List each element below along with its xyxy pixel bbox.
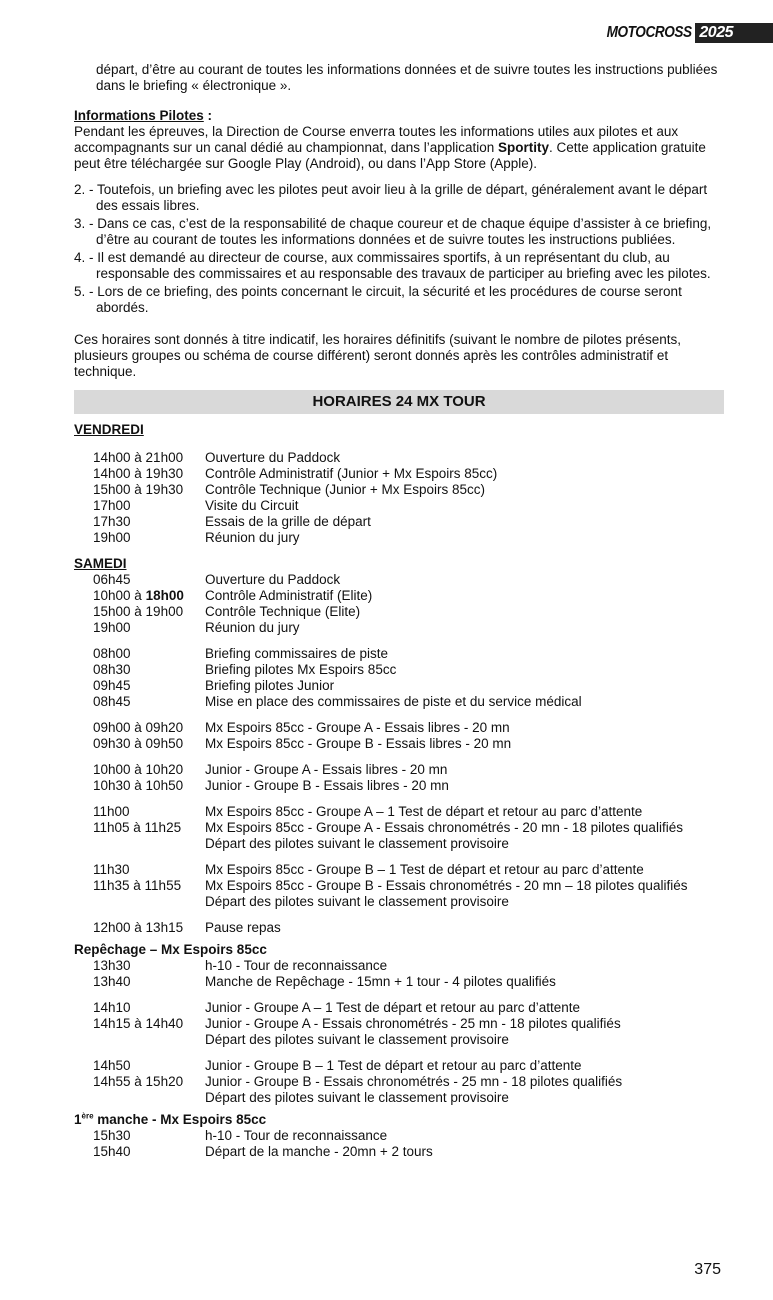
page-number: 375: [694, 1261, 721, 1278]
schedule-row: 11h30 Mx Espoirs 85cc - Groupe B – 1 Test de départ et retour au parc d’attente: [93, 862, 644, 877]
running-header: [591, 23, 773, 43]
schedule-row: 09h00 à 09h20 Mx Espoirs 85cc - Groupe A - Essais libres - 20 mn: [93, 720, 510, 735]
first-heat-heading: 1ère manche - Mx Espoirs 85cc: [74, 1111, 267, 1127]
pilot-info-heading: [74, 108, 724, 124]
repechage-heading: Repêchage – Mx Espoirs 85cc: [74, 942, 267, 957]
repechage-group-3: [74, 1058, 724, 1106]
saturday-group-5: [74, 804, 724, 852]
saturday-group-7: [74, 920, 724, 936]
schedule-row: 15h00 à 19h30 Contrôle Technique (Junior + Mx Espoirs 85cc): [93, 482, 486, 497]
repechage-group-1: [74, 958, 724, 990]
schedule-row: 15h40 Départ de la manche - 20mn + 2 tours: [93, 1144, 433, 1159]
first-heat-group: [74, 1128, 724, 1160]
schedule-row: 14h10 Junior - Groupe A – 1 Test de départ et retour au parc d’attente: [93, 1000, 580, 1015]
rule-item: 3. - Dans ce cas, c’est de la responsabilité de chaque coureur et de chaque équipe d’assister à ce briefing, d’être au courant de toutes les informations données et de suivre toutes les instructions publiées.: [74, 216, 712, 247]
header-title: MOTOCROSS: [606, 24, 693, 41]
schedule-row: 08h45 Mise en place des commissaires de piste et du service médical: [93, 694, 582, 709]
schedule-row: Départ des pilotes suivant le classement provisoire: [205, 1090, 509, 1105]
schedule-row: 06h45 Ouverture du Paddock: [93, 572, 341, 587]
schedule-row: 12h00 à 13h15 Pause repas: [93, 920, 281, 935]
schedule-row: 19h00 Réunion du jury: [93, 530, 300, 545]
schedule-row: 19h00 Réunion du jury: [93, 620, 300, 635]
day-friday: VENDREDI: [74, 422, 144, 437]
schedule-row: 14h50 Junior - Groupe B – 1 Test de départ et retour au parc d’attente: [93, 1058, 582, 1073]
rule-item: 5. - Lors de ce briefing, des points concernant le circuit, la sécurité et les procédures de course seront abordés.: [74, 284, 682, 315]
schedule-row: 10h00 à 18h00 Contrôle Administratif (Elite): [93, 588, 373, 603]
app-name: Sportity: [498, 140, 550, 155]
schedule-row: 08h00 Briefing commissaires de piste: [93, 646, 389, 661]
saturday-group-1: [74, 572, 724, 636]
pilot-info-title: Informations Pilotes: [74, 108, 204, 123]
schedule-row: 11h00 Mx Espoirs 85cc - Groupe A – 1 Test de départ et retour au parc d’attente: [93, 804, 643, 819]
schedule-row: 10h30 à 10h50 Junior - Groupe B - Essais libres - 20 mn: [93, 778, 449, 793]
schedule-row: 15h30 h-10 - Tour de reconnaissance: [93, 1128, 388, 1143]
rule-item: 2. - Toutefois, un briefing avec les pilotes peut avoir lieu à la grille de départ, généralement avant le départ des essais libres.: [74, 182, 708, 213]
schedule-disclaimer: Ces horaires sont donnés à titre indicatif, les horaires définitifs (suivant le nombre de pilotes présents, plusieurs groupes ou schéma de course différent) seront donnés après les contrôles administratif et technique.: [74, 332, 682, 379]
schedule-row: Départ des pilotes suivant le classement provisoire: [205, 1032, 509, 1047]
schedule-row: 17h00 Visite du Circuit: [93, 498, 299, 513]
page-content: [74, 62, 724, 1170]
schedule-row: 15h00 à 19h00 Contrôle Technique (Elite): [93, 604, 361, 619]
schedule-row: 17h30 Essais de la grille de départ: [93, 514, 371, 529]
header-year: 2025: [695, 23, 773, 43]
section-title: HORAIRES 24 MX TOUR: [74, 390, 724, 414]
saturday-group-4: [74, 762, 724, 794]
schedule-row: 14h15 à 14h40 Junior - Groupe A - Essais chronométrés - 25 mn - 18 pilotes qualifiés: [93, 1016, 621, 1031]
schedule-row: 10h00 à 10h20 Junior - Groupe A - Essais libres - 20 mn: [93, 762, 448, 777]
pilot-info-text-1: Pendant les épreuves, la Direction de Course enverra toutes les informations utiles aux pilotes et aux accompagnants sur un canal dédié au championnat, dans l’application: [74, 124, 679, 155]
day-saturday: SAMEDI: [74, 556, 127, 571]
schedule-row: 09h45 Briefing pilotes Junior: [93, 678, 335, 693]
saturday-group-2: [74, 646, 724, 710]
schedule-row: 14h00 à 19h30 Contrôle Administratif (Junior + Mx Espoirs 85cc): [93, 466, 498, 481]
pilot-info-paragraph: [74, 124, 724, 172]
schedule-row: 11h35 à 11h55 Mx Espoirs 85cc - Groupe B - Essais chronométrés - 20 mn – 18 pilotes qualifiés: [93, 878, 688, 893]
friday-schedule: [74, 450, 724, 546]
intro-tail-paragraph: départ, d’être au courant de toutes les informations données et de suivre toutes les instructions publiées dans le briefing « électronique ».: [96, 62, 718, 93]
rules-list: [74, 182, 724, 316]
schedule-row: 11h05 à 11h25 Mx Espoirs 85cc - Groupe A - Essais chronométrés - 20 mn - 18 pilotes qualifiés: [93, 820, 683, 835]
saturday-group-3: [74, 720, 724, 752]
schedule-row: Départ des pilotes suivant le classement provisoire: [205, 836, 509, 851]
schedule-row: Départ des pilotes suivant le classement provisoire: [205, 894, 509, 909]
schedule-row: 09h30 à 09h50 Mx Espoirs 85cc - Groupe B - Essais libres - 20 mn: [93, 736, 512, 751]
rule-item: 4. - Il est demandé au directeur de course, aux commissaires sportifs, à un représentant du club, au responsable des commissaires et au responsable des travaux de participer au briefing avec les pilotes.: [74, 250, 711, 281]
schedule-row: 08h30 Briefing pilotes Mx Espoirs 85cc: [93, 662, 397, 677]
schedule-row: 13h30 h-10 - Tour de reconnaissance: [93, 958, 388, 973]
schedule-row: 14h00 à 21h00 Ouverture du Paddock: [93, 450, 341, 465]
schedule-row: 14h55 à 15h20 Junior - Groupe B - Essais chronométrés - 25 mn - 18 pilotes qualifiés: [93, 1074, 623, 1089]
pilot-info-text-2: . Cette application gratuite peut être téléchargée sur Google Play (Android), ou dans l’App Store (Apple).: [74, 140, 706, 171]
schedule-row: 13h40 Manche de Repêchage - 15mn + 1 tour - 4 pilotes qualifiés: [93, 974, 556, 989]
repechage-group-2: [74, 1000, 724, 1048]
pilot-info-colon: :: [203, 108, 213, 123]
saturday-group-6: [74, 862, 724, 910]
